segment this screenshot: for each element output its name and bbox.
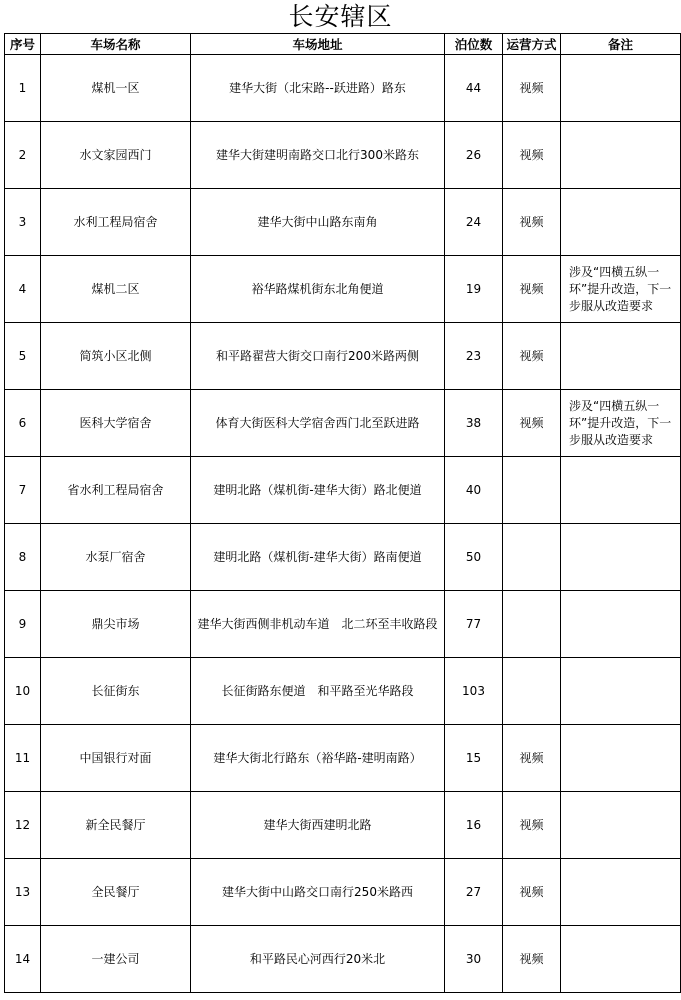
cell-name: 医科大学宿舍	[41, 390, 191, 457]
cell-spaces: 30	[445, 926, 503, 993]
cell-spaces: 16	[445, 792, 503, 859]
cell-address: 建华大街西侧非机动车道 北二环至丰收路段	[191, 591, 445, 658]
cell-operation	[503, 524, 561, 591]
cell-address: 建华大街中山路东南角	[191, 189, 445, 256]
table-row	[5, 122, 681, 189]
cell-spaces: 103	[445, 658, 503, 725]
table-row	[5, 524, 681, 591]
cell-spaces: 77	[445, 591, 503, 658]
cell-no: 2	[5, 122, 41, 189]
cell-spaces: 44	[445, 55, 503, 122]
cell-address: 建明北路（煤机街-建华大街）路北便道	[191, 457, 445, 524]
cell-spaces: 26	[445, 122, 503, 189]
cell-address: 建华大街西建明北路	[191, 792, 445, 859]
cell-no: 8	[5, 524, 41, 591]
cell-operation: 视频	[503, 256, 561, 323]
cell-address: 建华大街建明南路交口北行300米路东	[191, 122, 445, 189]
cell-no: 1	[5, 55, 41, 122]
table-row	[5, 859, 681, 926]
cell-name: 水利工程局宿舍	[41, 189, 191, 256]
table-row	[5, 323, 681, 390]
cell-note	[561, 859, 681, 926]
header-cell-name: 车场名称	[41, 34, 191, 55]
cell-operation: 视频	[503, 55, 561, 122]
cell-address: 建华大街北行路东（裕华路-建明南路）	[191, 725, 445, 792]
cell-spaces: 50	[445, 524, 503, 591]
header-cell-operation: 运营方式	[503, 34, 561, 55]
cell-spaces: 27	[445, 859, 503, 926]
cell-name: 省水利工程局宿舍	[41, 457, 191, 524]
cell-operation	[503, 457, 561, 524]
cell-name: 全民餐厅	[41, 859, 191, 926]
table-row	[5, 591, 681, 658]
cell-spaces: 19	[445, 256, 503, 323]
cell-address: 体育大街医科大学宿舍西门北至跃进路	[191, 390, 445, 457]
cell-operation: 视频	[503, 859, 561, 926]
cell-name: 简筑小区北侧	[41, 323, 191, 390]
cell-no: 3	[5, 189, 41, 256]
cell-spaces: 23	[445, 323, 503, 390]
header-cell-spaces: 泊位数	[445, 34, 503, 55]
cell-address: 裕华路煤机街东北角便道	[191, 256, 445, 323]
cell-address: 和平路翟营大街交口南行200米路两侧	[191, 323, 445, 390]
cell-name: 中国银行对面	[41, 725, 191, 792]
cell-spaces: 24	[445, 189, 503, 256]
cell-note	[561, 122, 681, 189]
cell-name: 一建公司	[41, 926, 191, 993]
cell-name: 鼎尖市场	[41, 591, 191, 658]
table-row	[5, 926, 681, 993]
table-row	[5, 658, 681, 725]
cell-operation: 视频	[503, 792, 561, 859]
header-cell-note: 备注	[561, 34, 681, 55]
cell-note	[561, 524, 681, 591]
cell-no: 12	[5, 792, 41, 859]
cell-note: 涉及“四横五纵一环”提升改造，下一步服从改造要求	[561, 390, 681, 457]
table-row	[5, 457, 681, 524]
cell-operation	[503, 658, 561, 725]
cell-name: 长征街东	[41, 658, 191, 725]
table-row	[5, 725, 681, 792]
cell-spaces: 15	[445, 725, 503, 792]
header-cell-no: 序号	[5, 34, 41, 55]
cell-address: 建华大街（北宋路--跃进路）路东	[191, 55, 445, 122]
cell-spaces: 40	[445, 457, 503, 524]
table-row	[5, 390, 681, 457]
table-row	[5, 256, 681, 323]
cell-name: 水文家园西门	[41, 122, 191, 189]
table-row	[5, 792, 681, 859]
cell-no: 4	[5, 256, 41, 323]
cell-spaces: 38	[445, 390, 503, 457]
cell-address: 长征街路东便道 和平路至光华路段	[191, 658, 445, 725]
cell-no: 5	[5, 323, 41, 390]
cell-no: 9	[5, 591, 41, 658]
header-row	[5, 34, 681, 55]
cell-name: 煤机一区	[41, 55, 191, 122]
table-row	[5, 55, 681, 122]
cell-no: 14	[5, 926, 41, 993]
cell-no: 7	[5, 457, 41, 524]
cell-note	[561, 323, 681, 390]
cell-no: 6	[5, 390, 41, 457]
cell-name: 水泵厂宿舍	[41, 524, 191, 591]
cell-note	[561, 55, 681, 122]
cell-note	[561, 792, 681, 859]
cell-note	[561, 591, 681, 658]
cell-address: 建华大街中山路交口南行250米路西	[191, 859, 445, 926]
cell-no: 10	[5, 658, 41, 725]
cell-operation: 视频	[503, 189, 561, 256]
cell-note	[561, 658, 681, 725]
header-cell-address: 车场地址	[191, 34, 445, 55]
table-row	[5, 189, 681, 256]
cell-note	[561, 725, 681, 792]
cell-note	[561, 457, 681, 524]
cell-no: 11	[5, 725, 41, 792]
cell-operation: 视频	[503, 323, 561, 390]
cell-name: 煤机二区	[41, 256, 191, 323]
cell-operation: 视频	[503, 390, 561, 457]
sheet-title: 长安辖区	[288, 2, 393, 31]
cell-operation	[503, 591, 561, 658]
cell-name: 新全民餐厅	[41, 792, 191, 859]
cell-note	[561, 189, 681, 256]
cell-address: 建明北路（煤机街-建华大街）路南便道	[191, 524, 445, 591]
cell-operation: 视频	[503, 725, 561, 792]
cell-note	[561, 926, 681, 993]
cell-operation: 视频	[503, 926, 561, 993]
parking-lot-table	[4, 33, 681, 993]
cell-operation: 视频	[503, 122, 561, 189]
cell-note: 涉及“四横五纵一环”提升改造，下一步服从改造要求	[561, 256, 681, 323]
cell-no: 13	[5, 859, 41, 926]
cell-address: 和平路民心河西行20米北	[191, 926, 445, 993]
